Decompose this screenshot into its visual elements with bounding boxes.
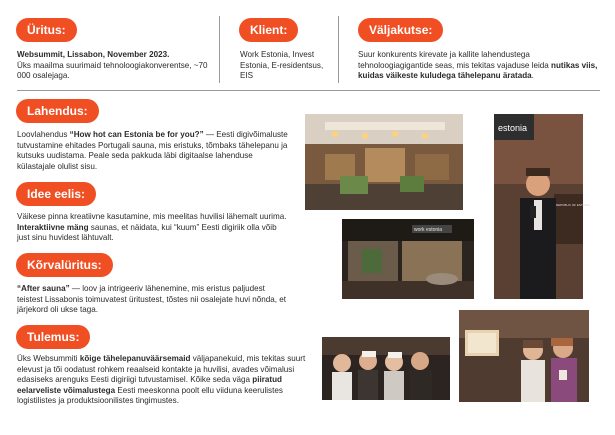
photo-booth-visitors	[459, 310, 589, 402]
photo-sauna-booth	[305, 114, 463, 210]
result-body-bold-2: piiratud eelarveliste võimalustega	[17, 375, 282, 395]
event-title: Websummit, Lissabon, November 2023.	[17, 50, 170, 59]
client-text	[240, 50, 332, 82]
result-body-bold-1: kõige tähelepanuväärsemaid	[79, 354, 191, 363]
solution-body-pre: Loovlahendus	[17, 130, 70, 139]
challenge-text	[358, 50, 598, 82]
result-body-mid: väljapanekuid, mis tekitas suurt elevust ja tõi oodatust rohkem reaalseid kontakte ja huvilisi, avades võimalusi edasiseks arenguks Eesti digiriigi tutvustamisel. Kõike seda väga	[17, 354, 306, 385]
result-label: Tulemus:	[16, 325, 90, 349]
horizontal-divider	[17, 90, 600, 91]
side-event-body-post: — loov ja intrigeeriv lähenemine, mis eristus paljudest teistest Lissabonis toimuvatest üritustest, tõstes nii osalejate huvi nõnda, et järjekord oli ukse taga.	[17, 284, 287, 315]
solution-label: Lahendus:	[16, 99, 99, 123]
client-label: Klient:	[239, 18, 298, 42]
booth-sign-small: work estonia	[414, 227, 443, 233]
photo-sauna-interior	[342, 219, 474, 299]
challenge-body-post: .	[531, 71, 534, 81]
advantage-body-bold: Interaktiivne mäng	[17, 222, 89, 232]
challenge-label: Väljakutse:	[358, 18, 443, 42]
challenge-body-pre: Suur konkurents kirevate ja kallite lahendustega tehnoloogiagigantide seas, mis tekitas vajaduse leida	[358, 50, 552, 70]
advantage-label: Idee eelis:	[16, 182, 96, 206]
side-event-body-bold: “After sauna”	[17, 284, 70, 293]
booth-sign: estonia	[498, 123, 528, 133]
advantage-body-post: saunas, et näidata, kui “kuum” Eesti digiriik olla võib just sinu huvidest lähtuvalt.	[17, 222, 277, 243]
result-body-pre: Üks Websummiti	[17, 354, 80, 363]
solution-body-bold: “How hot can Estonia be for you?”	[69, 130, 204, 139]
solution-body-post: — Eesti digivõimaluste tutvustamine ehitades Portugali sauna, mis eristuks, tõmbaks tähelepanu ja kutsuks uudistama. Peale seda pakkuda läbi digitaalse lahenduse külastajale olulist sisu.	[17, 130, 288, 171]
challenge-body-bold: nutikas viis, kuidas väikeste kuludega tähelepanu äratada	[358, 60, 598, 81]
photo-group	[322, 337, 450, 400]
solution-text	[17, 130, 289, 172]
side-event-label: Kõrvalüritus:	[16, 253, 113, 277]
event-body: Üks maailma suurimaid tehnoloogiakonverentse, ~70 000 osalejaga.	[17, 60, 208, 81]
stand-sign: REPUBLIC OF ESTONIA	[556, 203, 590, 207]
divider-1	[219, 16, 220, 83]
event-label: Üritus:	[16, 18, 77, 42]
divider-2	[338, 16, 339, 83]
photo-speaker	[494, 114, 590, 299]
result-text	[17, 354, 307, 407]
side-event-text	[17, 284, 289, 316]
advantage-body-pre: Väikese pinna kreatiivne kasutamine, mis meelitas huvilisi lähemalt uurima.	[17, 212, 287, 221]
event-text	[17, 50, 222, 82]
advantage-text	[17, 212, 289, 244]
result-body-post: Eesti meeskonna poolt ellu viiduna keerulistes logistilistes ja produktsioonilistes tingimustes.	[17, 385, 283, 406]
client-body: Work Estonia, Invest Estonia, E-residentsus, EIS	[240, 50, 324, 81]
